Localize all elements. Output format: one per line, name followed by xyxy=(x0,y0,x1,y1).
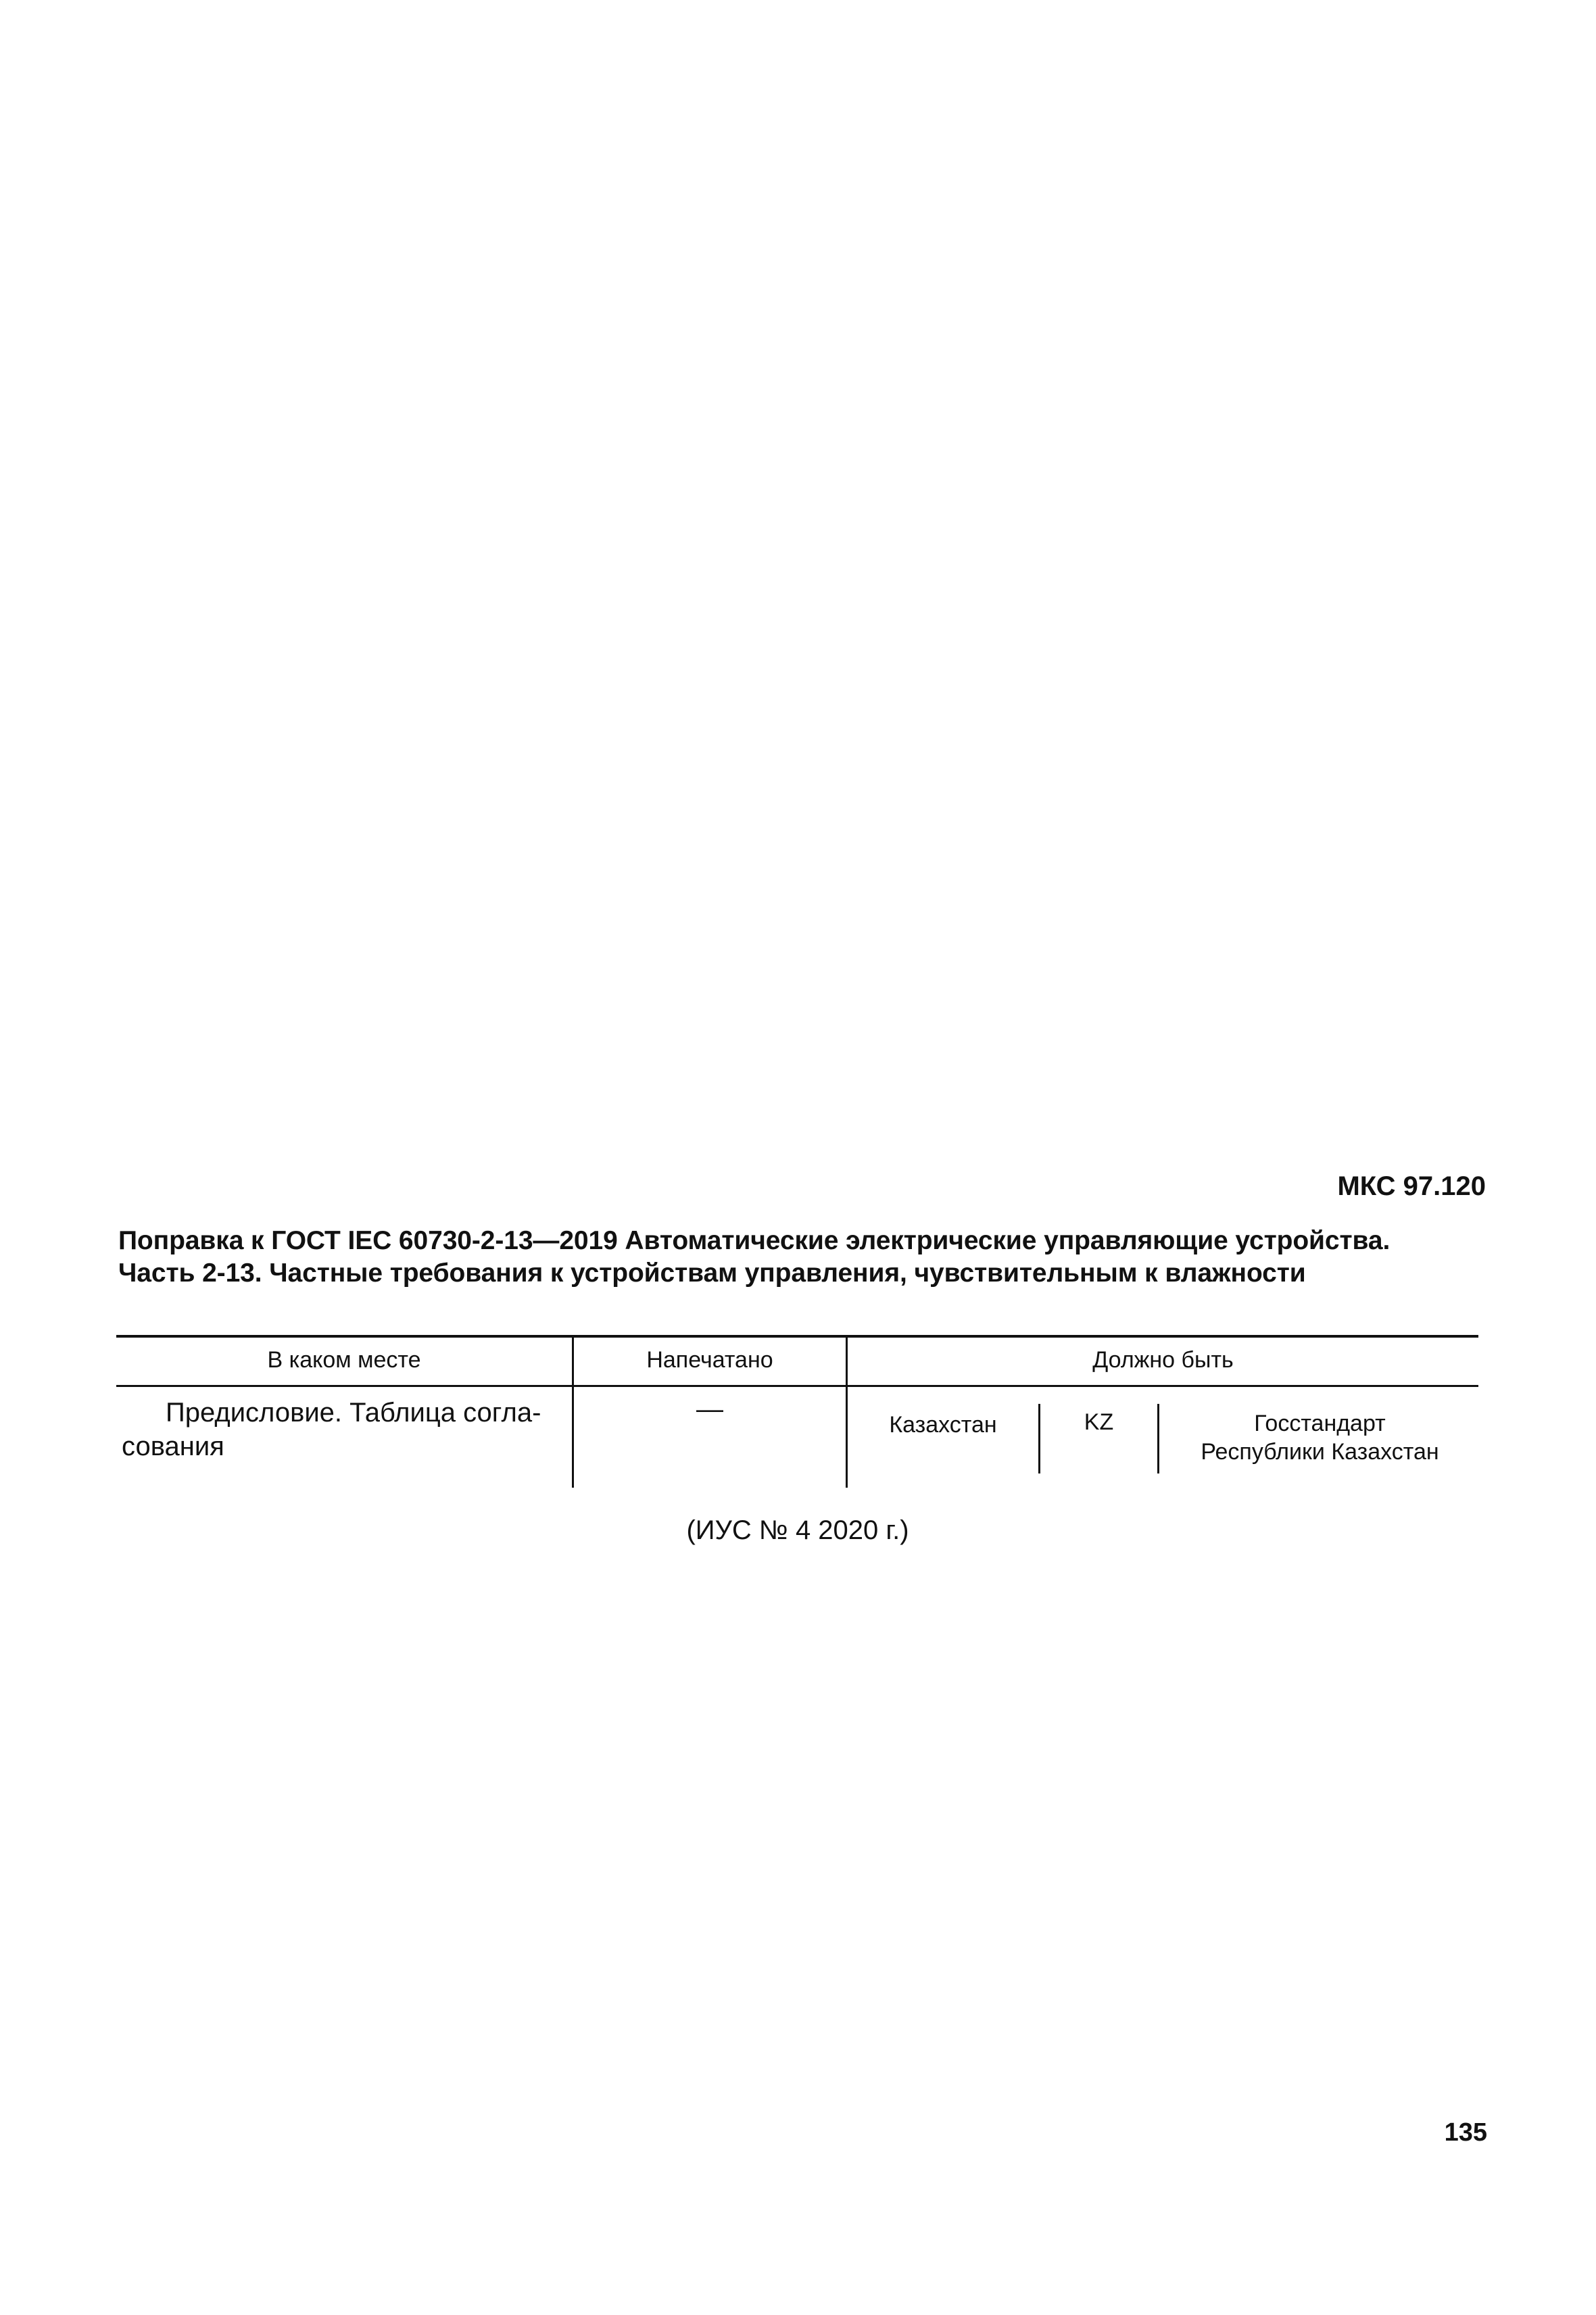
cell-code: KZ xyxy=(1084,1409,1114,1435)
cell-country: Казахстан xyxy=(889,1412,997,1438)
amendment-title-line-2: Часть 2-13. Частные требования к устройствам управления, чувствительным к влажности xyxy=(118,1259,1306,1288)
amendment-title xyxy=(118,1225,1504,1290)
cell-agency-line-2: Республики Казахстан xyxy=(1201,1439,1439,1465)
page-number: 135 xyxy=(1444,2118,1487,2147)
classification-code: МКС 97.120 xyxy=(1337,1171,1486,1201)
cell-agency xyxy=(1159,1409,1480,1466)
header-printed: Напечатано xyxy=(646,1347,773,1373)
cell-printed: — xyxy=(696,1394,723,1424)
cell-where-line-2: сования xyxy=(122,1432,224,1461)
header-where: В каком месте xyxy=(267,1347,421,1373)
header-should-be: Должно быть xyxy=(1092,1347,1234,1373)
table-header-rule xyxy=(116,1385,1478,1387)
issue-note: (ИУС № 4 2020 г.) xyxy=(686,1515,909,1545)
cell-where-line-1: Предисловие. Таблица согла- xyxy=(166,1398,541,1428)
table-top-rule xyxy=(116,1335,1478,1338)
cell-agency-line-1: Госстандарт xyxy=(1254,1411,1386,1436)
cell-where xyxy=(122,1396,561,1463)
amendment-title-line-1: Поправка к ГОСТ IEC 60730-2-13—2019 Автоматические электрические управляющие устройства. xyxy=(118,1226,1391,1255)
